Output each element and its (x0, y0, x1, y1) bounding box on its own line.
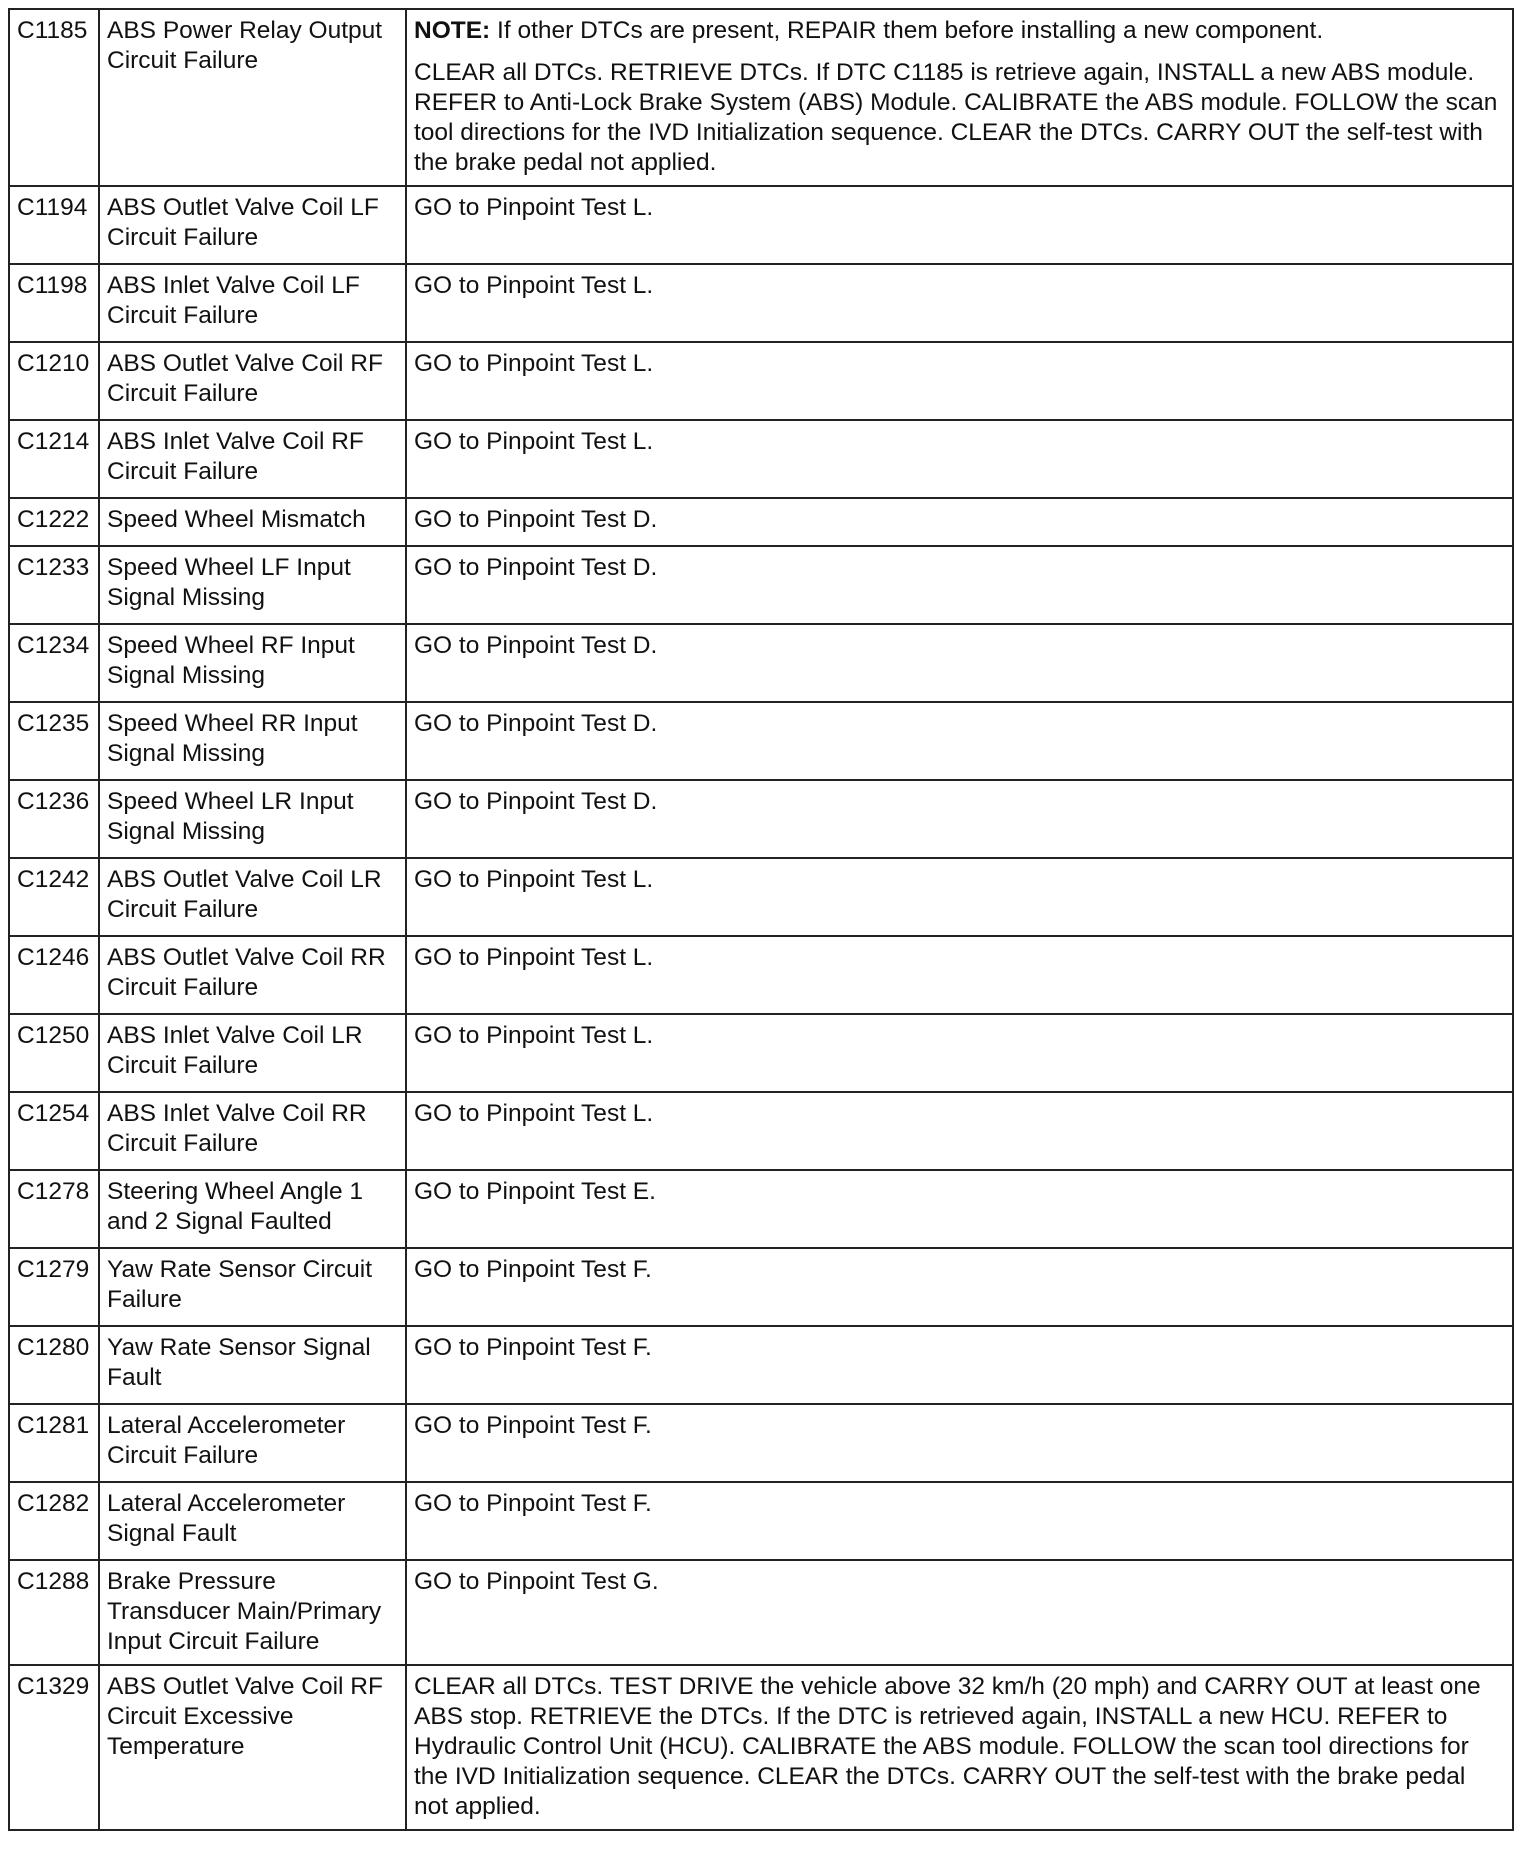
dtc-action: GO to Pinpoint Test D. (406, 780, 1513, 858)
table-row (9, 780, 1513, 858)
dtc-action: GO to Pinpoint Test L. (406, 342, 1513, 420)
table-row (9, 264, 1513, 342)
table-row (9, 1092, 1513, 1170)
dtc-action: GO to Pinpoint Test F. (406, 1482, 1513, 1560)
dtc-action: GO to Pinpoint Test L. (406, 1014, 1513, 1092)
dtc-action: CLEAR all DTCs. TEST DRIVE the vehicle above 32 km/h (20 mph) and CARRY OUT at least one ABS stop. RETRIEVE the DTCs. If the DTC is retrieved again, INSTALL a new HCU. REFER to Hydraulic Control Unit (HCU). CALIBRATE the ABS module. FOLLOW the scan tool directions for the IVD Initialization sequence. CLEAR the DTCs. CARRY OUT the self-test with the brake pedal not applied. (406, 1665, 1513, 1830)
dtc-description: Lateral Accelerometer Signal Fault (99, 1482, 406, 1560)
dtc-description: Speed Wheel LR Input Signal Missing (99, 780, 406, 858)
table-row (9, 1326, 1513, 1404)
dtc-action: GO to Pinpoint Test L. (406, 936, 1513, 1014)
dtc-code: C1233 (9, 546, 99, 624)
table-row (9, 1014, 1513, 1092)
dtc-action: GO to Pinpoint Test F. (406, 1248, 1513, 1326)
dtc-description: ABS Inlet Valve Coil LR Circuit Failure (99, 1014, 406, 1092)
dtc-code: C1278 (9, 1170, 99, 1248)
note-paragraph (414, 16, 1504, 46)
dtc-description: Speed Wheel LF Input Signal Missing (99, 546, 406, 624)
note-text: If other DTCs are present, REPAIR them before installing a new component. (490, 17, 1324, 44)
table-row (9, 1248, 1513, 1326)
dtc-action: GO to Pinpoint Test E. (406, 1170, 1513, 1248)
dtc-description: Speed Wheel RR Input Signal Missing (99, 702, 406, 780)
dtc-description: Yaw Rate Sensor Signal Fault (99, 1326, 406, 1404)
dtc-description: ABS Outlet Valve Coil LF Circuit Failure (99, 186, 406, 264)
dtc-table (8, 8, 1514, 1831)
dtc-code: C1198 (9, 264, 99, 342)
dtc-code: C1282 (9, 1482, 99, 1560)
table-row (9, 936, 1513, 1014)
dtc-action: GO to Pinpoint Test F. (406, 1404, 1513, 1482)
dtc-code: C1279 (9, 1248, 99, 1326)
dtc-description: ABS Inlet Valve Coil RR Circuit Failure (99, 1092, 406, 1170)
dtc-action: GO to Pinpoint Test L. (406, 420, 1513, 498)
dtc-code: C1329 (9, 1665, 99, 1830)
dtc-action: GO to Pinpoint Test D. (406, 498, 1513, 546)
dtc-code: C1280 (9, 1326, 99, 1404)
dtc-description: ABS Inlet Valve Coil LF Circuit Failure (99, 264, 406, 342)
dtc-action: GO to Pinpoint Test D. (406, 546, 1513, 624)
table-row (9, 342, 1513, 420)
dtc-code: C1236 (9, 780, 99, 858)
dtc-description: Lateral Accelerometer Circuit Failure (99, 1404, 406, 1482)
dtc-action (406, 9, 1513, 186)
dtc-description: ABS Outlet Valve Coil RF Circuit Failure (99, 342, 406, 420)
table-row (9, 9, 1513, 186)
dtc-description: ABS Inlet Valve Coil RF Circuit Failure (99, 420, 406, 498)
dtc-description: ABS Outlet Valve Coil LR Circuit Failure (99, 858, 406, 936)
table-row (9, 1665, 1513, 1830)
dtc-description: Speed Wheel Mismatch (99, 498, 406, 546)
dtc-description: Brake Pressure Transducer Main/Primary Input Circuit Failure (99, 1560, 406, 1665)
dtc-action: GO to Pinpoint Test D. (406, 624, 1513, 702)
dtc-code: C1254 (9, 1092, 99, 1170)
dtc-code: C1235 (9, 702, 99, 780)
dtc-action: GO to Pinpoint Test L. (406, 1092, 1513, 1170)
dtc-description: Yaw Rate Sensor Circuit Failure (99, 1248, 406, 1326)
dtc-action: GO to Pinpoint Test L. (406, 858, 1513, 936)
dtc-description: Speed Wheel RF Input Signal Missing (99, 624, 406, 702)
dtc-description: Steering Wheel Angle 1 and 2 Signal Faulted (99, 1170, 406, 1248)
table-row (9, 858, 1513, 936)
dtc-action: GO to Pinpoint Test G. (406, 1560, 1513, 1665)
dtc-code: C1288 (9, 1560, 99, 1665)
dtc-action: GO to Pinpoint Test L. (406, 186, 1513, 264)
dtc-code: C1250 (9, 1014, 99, 1092)
note-label: NOTE: (414, 17, 491, 44)
dtc-description: ABS Outlet Valve Coil RR Circuit Failure (99, 936, 406, 1014)
table-row (9, 1560, 1513, 1665)
table-row (9, 624, 1513, 702)
table-row (9, 1170, 1513, 1248)
dtc-description: ABS Outlet Valve Coil RF Circuit Excessive Temperature (99, 1665, 406, 1830)
table-row (9, 498, 1513, 546)
dtc-description: ABS Power Relay Output Circuit Failure (99, 9, 406, 186)
dtc-code: C1194 (9, 186, 99, 264)
action-text: CLEAR all DTCs. RETRIEVE DTCs. If DTC C1185 is retrieve again, INSTALL a new ABS module. REFER to Anti-Lock Brake System (ABS) Module. CALIBRATE the ABS module. FOLLOW the scan tool directions for the IVD Initialization sequence. CLEAR the DTCs. CARRY OUT the self-test with the brake pedal not applied. (414, 59, 1498, 176)
dtc-code: C1214 (9, 420, 99, 498)
dtc-code: C1222 (9, 498, 99, 546)
table-row (9, 420, 1513, 498)
dtc-code: C1210 (9, 342, 99, 420)
dtc-action: GO to Pinpoint Test D. (406, 702, 1513, 780)
dtc-code: C1242 (9, 858, 99, 936)
dtc-action: GO to Pinpoint Test F. (406, 1326, 1513, 1404)
dtc-code: C1185 (9, 9, 99, 186)
table-row (9, 702, 1513, 780)
table-row (9, 546, 1513, 624)
table-row (9, 186, 1513, 264)
table-row (9, 1482, 1513, 1560)
dtc-action: GO to Pinpoint Test L. (406, 264, 1513, 342)
dtc-code: C1234 (9, 624, 99, 702)
dtc-code: C1246 (9, 936, 99, 1014)
table-row (9, 1404, 1513, 1482)
dtc-code: C1281 (9, 1404, 99, 1482)
